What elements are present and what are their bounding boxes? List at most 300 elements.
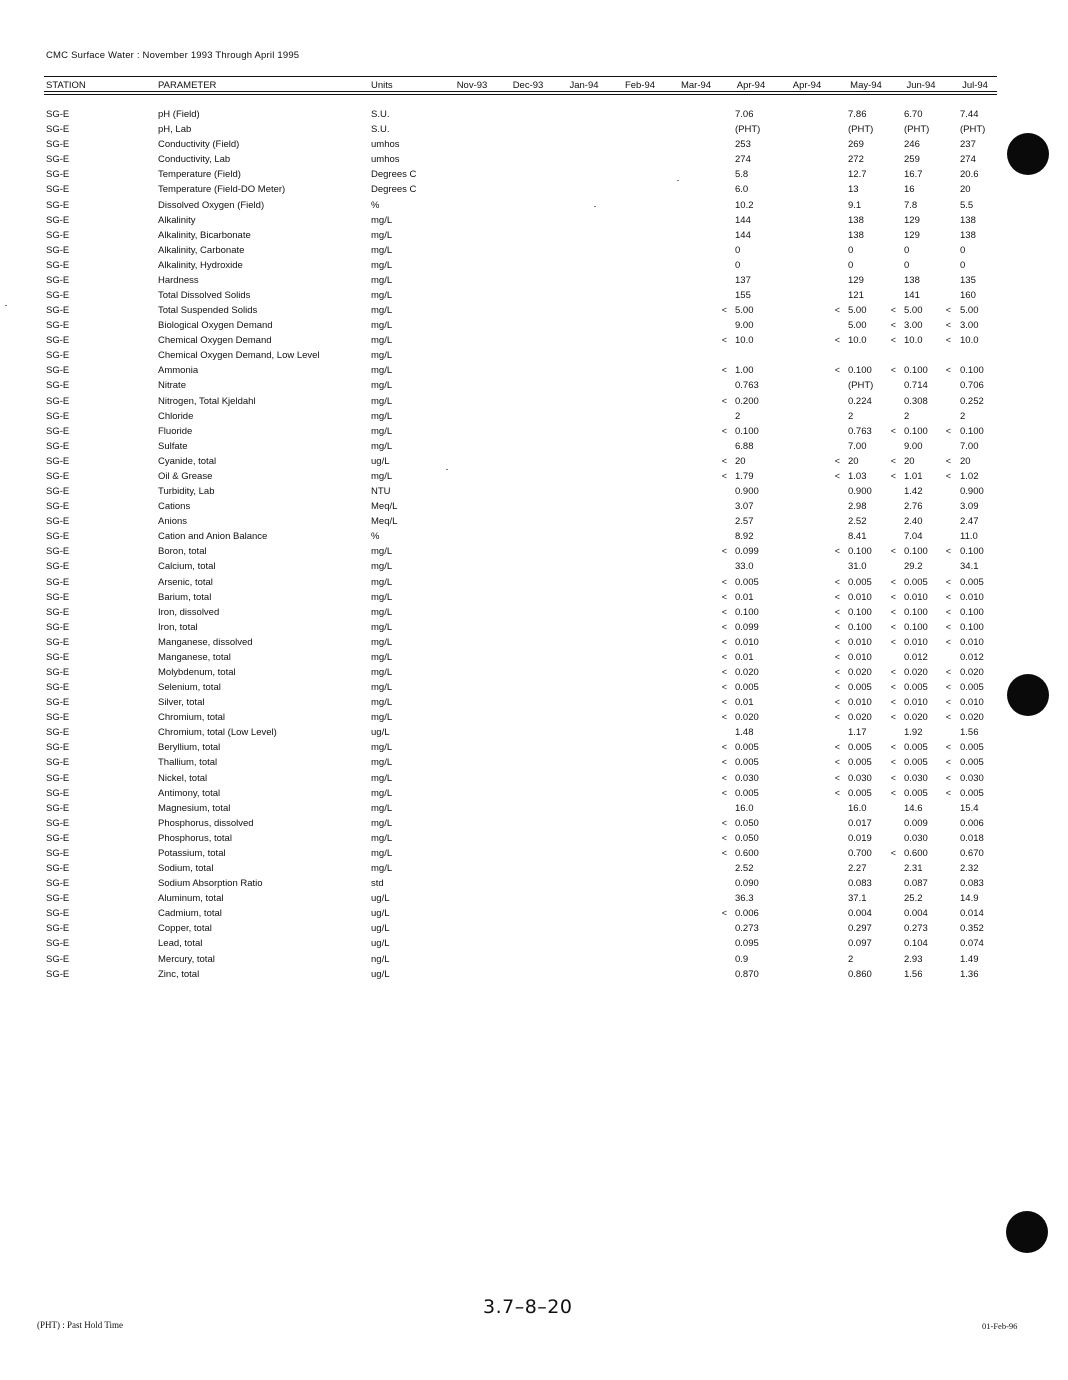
value-cell: 0.005 xyxy=(960,757,984,769)
value-cell: 0.006 xyxy=(960,817,984,829)
value-cell: (PHT) xyxy=(848,380,874,392)
binder-hole-top xyxy=(1007,133,1049,175)
value-cell: 9.00 xyxy=(735,320,754,332)
units-cell: mg/L xyxy=(371,410,393,422)
value-cell: 0.030 xyxy=(904,772,928,784)
table-row xyxy=(0,652,1068,667)
table-row xyxy=(0,592,1068,607)
value-cell: 0.100 xyxy=(960,365,984,377)
value-cell: (PHT) xyxy=(904,124,930,136)
value-cell: 1.02 xyxy=(960,470,979,482)
units-cell: mg/L xyxy=(371,365,393,377)
station-cell: SG-E xyxy=(46,335,70,347)
units-cell: mg/L xyxy=(371,802,393,814)
units-cell: ug/L xyxy=(371,968,390,980)
column-header: Jan-94 xyxy=(569,80,599,91)
value-cell: 20 xyxy=(904,455,915,467)
table-row xyxy=(0,124,1068,139)
parameter-cell: Barium, total xyxy=(158,591,212,603)
parameter-cell: Cations xyxy=(158,501,191,513)
units-cell: mg/L xyxy=(371,244,393,256)
less-than-qualifier: < xyxy=(834,682,840,692)
parameter-cell: Alkalinity, Bicarbonate xyxy=(158,229,251,241)
less-than-qualifier: < xyxy=(721,787,727,798)
table-row xyxy=(0,350,1068,365)
table-row xyxy=(0,637,1068,652)
value-cell: 0.100 xyxy=(904,606,928,618)
value-cell: 0.020 xyxy=(960,712,984,724)
station-cell: SG-E xyxy=(46,682,70,693)
value-cell: 129 xyxy=(904,229,920,241)
value-cell: 1.36 xyxy=(960,968,979,980)
units-cell: mg/L xyxy=(371,380,393,392)
value-cell: 0.600 xyxy=(904,847,928,859)
table-row xyxy=(0,561,1068,576)
units-cell: mg/L xyxy=(371,290,393,301)
less-than-qualifier: < xyxy=(945,470,951,481)
value-cell: 1.01 xyxy=(904,470,923,482)
parameter-cell: Iron, total xyxy=(158,621,198,633)
less-than-qualifier: < xyxy=(945,455,951,466)
column-header: Jun-94 xyxy=(906,80,936,91)
value-cell: 16 xyxy=(904,184,915,196)
value-cell: 20 xyxy=(960,184,971,196)
station-cell: SG-E xyxy=(46,455,70,467)
less-than-qualifier: < xyxy=(721,335,727,346)
less-than-qualifier: < xyxy=(721,636,727,647)
value-cell: 2 xyxy=(904,410,910,422)
value-cell: 9.00 xyxy=(904,440,923,452)
less-than-qualifier: < xyxy=(834,742,840,753)
value-cell: 16.0 xyxy=(735,802,754,814)
value-cell: 2.52 xyxy=(848,516,867,528)
value-cell: 2.27 xyxy=(848,863,867,874)
value-cell: 0.352 xyxy=(960,923,984,935)
value-cell: 0.050 xyxy=(735,817,759,829)
parameter-cell: Chemical Oxygen Demand xyxy=(158,335,272,347)
less-than-qualifier: < xyxy=(721,576,727,587)
units-cell: mg/L xyxy=(371,682,393,693)
less-than-qualifier: < xyxy=(834,636,840,647)
value-cell: 9.1 xyxy=(848,199,862,211)
value-cell: 0.100 xyxy=(904,621,928,633)
units-cell: mg/L xyxy=(371,667,393,678)
value-cell: 129 xyxy=(904,214,920,226)
less-than-qualifier: < xyxy=(721,667,727,677)
units-cell: mg/L xyxy=(371,651,393,663)
table-row xyxy=(0,290,1068,305)
units-cell: S.U. xyxy=(371,124,390,136)
station-cell: SG-E xyxy=(46,290,70,301)
less-than-qualifier: < xyxy=(890,667,896,677)
table-row xyxy=(0,456,1068,471)
units-cell: mg/L xyxy=(371,712,393,724)
value-cell: 0.010 xyxy=(848,591,872,603)
station-cell: SG-E xyxy=(46,259,70,271)
column-header: PARAMETER xyxy=(158,80,217,91)
value-cell: 0.005 xyxy=(960,576,984,588)
table-row xyxy=(0,622,1068,637)
table-row xyxy=(0,184,1068,199)
parameter-cell: Oil & Grease xyxy=(158,470,213,482)
value-cell: 5.00 xyxy=(904,305,923,316)
units-cell: mg/L xyxy=(371,817,393,829)
less-than-qualifier: < xyxy=(945,335,951,346)
units-cell: mg/L xyxy=(371,229,393,241)
value-cell: 7.86 xyxy=(848,109,867,120)
value-cell: 0.010 xyxy=(848,697,872,709)
value-cell: 3.00 xyxy=(960,320,979,332)
less-than-qualifier: < xyxy=(834,455,840,466)
value-cell: 0.273 xyxy=(904,923,928,935)
station-cell: SG-E xyxy=(46,380,70,392)
value-cell: 0.010 xyxy=(848,651,872,663)
scan-speck xyxy=(5,305,7,306)
value-cell: 1.92 xyxy=(904,727,923,739)
document-title: CMC Surface Water : November 1993 Through April 1995 xyxy=(46,50,300,61)
value-cell: 137 xyxy=(735,274,751,286)
value-cell: 0.900 xyxy=(735,486,759,497)
parameter-cell: Copper, total xyxy=(158,923,212,935)
units-cell: std xyxy=(371,878,384,890)
less-than-qualifier: < xyxy=(721,546,727,557)
less-than-qualifier: < xyxy=(834,651,840,662)
table-row xyxy=(0,712,1068,727)
units-cell: mg/L xyxy=(371,697,393,709)
value-cell: (PHT) xyxy=(848,124,874,136)
units-cell: S.U. xyxy=(371,109,390,120)
less-than-qualifier: < xyxy=(945,697,951,708)
less-than-qualifier: < xyxy=(945,606,951,617)
less-than-qualifier: < xyxy=(890,365,896,376)
value-cell: 121 xyxy=(848,290,864,301)
table-row xyxy=(0,969,1068,984)
column-header: STATION xyxy=(46,80,86,91)
value-cell: 0.670 xyxy=(960,847,984,859)
value-cell: 0.097 xyxy=(848,938,872,950)
less-than-qualifier: < xyxy=(890,320,896,331)
units-cell: % xyxy=(371,531,380,543)
station-cell: SG-E xyxy=(46,214,70,226)
value-cell: 0.010 xyxy=(960,591,984,603)
value-cell: 0.005 xyxy=(848,757,872,769)
scan-speck xyxy=(677,180,679,181)
less-than-qualifier: < xyxy=(834,757,840,768)
units-cell: mg/L xyxy=(371,832,393,844)
parameter-cell: Chemical Oxygen Demand, Low Level xyxy=(158,350,320,362)
units-cell: mg/L xyxy=(371,425,393,437)
value-cell: 138 xyxy=(960,214,976,226)
less-than-qualifier: < xyxy=(834,335,840,346)
station-cell: SG-E xyxy=(46,184,70,196)
less-than-qualifier: < xyxy=(721,712,727,723)
parameter-cell: pH, Lab xyxy=(158,124,192,136)
less-than-qualifier: < xyxy=(721,817,727,828)
value-cell: 0 xyxy=(735,259,741,271)
units-cell: ng/L xyxy=(371,953,390,965)
value-cell: 0.012 xyxy=(904,651,928,663)
less-than-qualifier: < xyxy=(890,591,896,602)
value-cell: 2.47 xyxy=(960,516,979,528)
value-cell: 2.57 xyxy=(735,516,754,528)
value-cell: 0.01 xyxy=(735,591,754,603)
table-row xyxy=(0,139,1068,154)
less-than-qualifier: < xyxy=(721,847,727,858)
value-cell: 0 xyxy=(735,244,741,256)
less-than-qualifier: < xyxy=(834,787,840,798)
table-row xyxy=(0,501,1068,516)
table-row xyxy=(0,546,1068,561)
units-cell: mg/L xyxy=(371,621,393,633)
less-than-qualifier: < xyxy=(834,576,840,587)
less-than-qualifier: < xyxy=(945,621,951,632)
table-row xyxy=(0,109,1068,124)
station-cell: SG-E xyxy=(46,350,70,362)
column-header: Feb-94 xyxy=(624,80,656,91)
station-cell: SG-E xyxy=(46,847,70,859)
value-cell: 0.100 xyxy=(848,621,872,633)
value-cell: 138 xyxy=(960,229,976,241)
station-cell: SG-E xyxy=(46,863,70,874)
parameter-cell: Phosphorus, dissolved xyxy=(158,817,254,829)
table-row xyxy=(0,954,1068,969)
less-than-qualifier: < xyxy=(721,757,727,768)
station-cell: SG-E xyxy=(46,787,70,799)
parameter-cell: Temperature (Field-DO Meter) xyxy=(158,184,286,196)
value-cell: 14.6 xyxy=(904,802,923,814)
table-row xyxy=(0,245,1068,260)
station-cell: SG-E xyxy=(46,546,70,558)
station-cell: SG-E xyxy=(46,486,70,497)
page-number: 3.7–8–20 xyxy=(483,1296,573,1318)
parameter-cell: Cadmium, total xyxy=(158,908,222,920)
value-cell: 0.020 xyxy=(735,667,759,678)
value-cell: 0.005 xyxy=(904,682,928,693)
value-cell: 5.8 xyxy=(735,169,749,181)
value-cell: 0.020 xyxy=(848,667,872,678)
header-rule-bottom-1 xyxy=(44,91,997,92)
station-cell: SG-E xyxy=(46,410,70,422)
station-cell: SG-E xyxy=(46,531,70,543)
table-row xyxy=(0,486,1068,501)
parameter-cell: Temperature (Field) xyxy=(158,169,241,181)
station-cell: SG-E xyxy=(46,274,70,286)
parameter-cell: Magnesium, total xyxy=(158,802,231,814)
station-cell: SG-E xyxy=(46,893,70,905)
value-cell: 0.104 xyxy=(904,938,928,950)
value-cell: 20 xyxy=(960,455,971,467)
units-cell: mg/L xyxy=(371,606,393,618)
less-than-qualifier: < xyxy=(721,651,727,662)
parameter-cell: Chromium, total xyxy=(158,712,226,724)
less-than-qualifier: < xyxy=(890,757,896,768)
value-cell: 0.005 xyxy=(735,787,759,799)
value-cell: 0.099 xyxy=(735,546,759,558)
less-than-qualifier: < xyxy=(945,787,951,798)
table-row xyxy=(0,833,1068,848)
station-cell: SG-E xyxy=(46,440,70,452)
value-cell: 3.09 xyxy=(960,501,979,513)
station-cell: SG-E xyxy=(46,561,70,573)
less-than-qualifier: < xyxy=(945,305,951,315)
value-cell: 0.004 xyxy=(848,908,872,920)
table-row xyxy=(0,275,1068,290)
less-than-qualifier: < xyxy=(945,365,951,376)
less-than-qualifier: < xyxy=(834,697,840,708)
less-than-qualifier: < xyxy=(945,320,951,331)
value-cell: 0.030 xyxy=(904,832,928,844)
value-cell: 7.00 xyxy=(848,440,867,452)
header-rule-top xyxy=(44,76,997,77)
station-cell: SG-E xyxy=(46,712,70,724)
value-cell: 253 xyxy=(735,139,751,151)
value-cell: 0.252 xyxy=(960,395,984,407)
value-cell: 0.083 xyxy=(848,878,872,890)
units-cell: mg/L xyxy=(371,757,393,769)
less-than-qualifier: < xyxy=(721,365,727,376)
less-than-qualifier: < xyxy=(890,742,896,753)
station-cell: SG-E xyxy=(46,697,70,709)
value-cell: 0.100 xyxy=(960,546,984,558)
value-cell: 0.005 xyxy=(960,787,984,799)
less-than-qualifier: < xyxy=(890,787,896,798)
less-than-qualifier: < xyxy=(834,365,840,376)
parameter-cell: Potassium, total xyxy=(158,847,226,859)
value-cell: 2 xyxy=(848,410,854,422)
value-cell: 33.0 xyxy=(735,561,754,573)
value-cell: 1.79 xyxy=(735,470,754,482)
table-row xyxy=(0,396,1068,411)
station-cell: SG-E xyxy=(46,636,70,648)
value-cell: 13 xyxy=(848,184,859,196)
units-cell: mg/L xyxy=(371,440,393,452)
value-cell: 10.0 xyxy=(735,335,754,347)
station-cell: SG-E xyxy=(46,606,70,618)
value-cell: 0.014 xyxy=(960,908,984,920)
value-cell: 0.010 xyxy=(848,636,872,648)
header-rule-bottom-2 xyxy=(44,94,997,95)
value-cell: 0.273 xyxy=(735,923,759,935)
less-than-qualifier: < xyxy=(890,606,896,617)
value-cell: 0.005 xyxy=(735,757,759,769)
value-cell: 0.100 xyxy=(904,546,928,558)
table-row xyxy=(0,441,1068,456)
value-cell: 0.030 xyxy=(735,772,759,784)
units-cell: mg/L xyxy=(371,591,393,603)
units-cell: % xyxy=(371,199,380,211)
value-cell: 0.009 xyxy=(904,817,928,829)
units-cell: mg/L xyxy=(371,305,393,316)
value-cell: 0 xyxy=(960,259,966,271)
value-cell: 5.00 xyxy=(735,305,754,316)
units-cell: umhos xyxy=(371,139,400,151)
value-cell: 0.010 xyxy=(960,697,984,709)
units-cell: umhos xyxy=(371,154,400,166)
parameter-cell: Lead, total xyxy=(158,938,203,950)
table-row xyxy=(0,682,1068,697)
units-cell: mg/L xyxy=(371,214,393,226)
value-cell: 0.010 xyxy=(904,591,928,603)
parameter-cell: Thallium, total xyxy=(158,757,218,769)
value-cell: 1.03 xyxy=(848,470,867,482)
station-cell: SG-E xyxy=(46,154,70,166)
value-cell: 10.2 xyxy=(735,199,754,211)
units-cell: NTU xyxy=(371,486,391,497)
station-cell: SG-E xyxy=(46,229,70,241)
units-cell: mg/L xyxy=(371,350,393,362)
value-cell: 10.0 xyxy=(960,335,979,347)
station-cell: SG-E xyxy=(46,124,70,136)
value-cell: 3.00 xyxy=(904,320,923,332)
value-cell: 29.2 xyxy=(904,561,923,573)
units-cell: mg/L xyxy=(371,576,393,588)
value-cell: 6.88 xyxy=(735,440,754,452)
value-cell: 36.3 xyxy=(735,893,754,905)
parameter-cell: Total Suspended Solids xyxy=(158,305,258,316)
value-cell: 0.020 xyxy=(960,667,984,678)
value-cell: 0.099 xyxy=(735,621,759,633)
less-than-qualifier: < xyxy=(945,712,951,723)
value-cell: 2.98 xyxy=(848,501,867,513)
value-cell: 0.018 xyxy=(960,832,984,844)
station-cell: SG-E xyxy=(46,772,70,784)
value-cell: 34.1 xyxy=(960,561,979,573)
value-cell: 0.870 xyxy=(735,968,759,980)
table-row xyxy=(0,516,1068,531)
value-cell: 5.00 xyxy=(960,305,979,316)
station-cell: SG-E xyxy=(46,938,70,950)
units-cell: mg/L xyxy=(371,320,393,332)
value-cell: 10.0 xyxy=(904,335,923,347)
value-cell: 0.763 xyxy=(848,425,872,437)
value-cell: 0.600 xyxy=(735,847,759,859)
less-than-qualifier: < xyxy=(890,546,896,557)
value-cell: 1.56 xyxy=(960,727,979,739)
value-cell: 0.005 xyxy=(848,787,872,799)
station-cell: SG-E xyxy=(46,109,70,120)
table-row xyxy=(0,667,1068,682)
print-date: 01-Feb-96 xyxy=(982,1321,1018,1331)
value-cell: 144 xyxy=(735,214,751,226)
value-cell: 0.100 xyxy=(960,621,984,633)
value-cell: 0.308 xyxy=(904,395,928,407)
column-header: Nov-93 xyxy=(456,80,488,91)
value-cell: 0.005 xyxy=(904,757,928,769)
table-row xyxy=(0,938,1068,953)
parameter-cell: Boron, total xyxy=(158,546,207,558)
value-cell: 160 xyxy=(960,290,976,301)
value-cell: 0.100 xyxy=(735,606,759,618)
value-cell: 2.52 xyxy=(735,863,754,874)
units-cell: ug/L xyxy=(371,893,390,905)
units-cell: mg/L xyxy=(371,561,393,573)
units-cell: Meq/L xyxy=(371,501,398,513)
value-cell: 7.06 xyxy=(735,109,754,120)
units-cell: mg/L xyxy=(371,470,393,482)
less-than-qualifier: < xyxy=(890,470,896,481)
value-cell: 0.005 xyxy=(904,742,928,754)
station-cell: SG-E xyxy=(46,365,70,377)
station-cell: SG-E xyxy=(46,244,70,256)
table-row xyxy=(0,742,1068,757)
table-row xyxy=(0,908,1068,923)
value-cell: 0.005 xyxy=(848,742,872,754)
less-than-qualifier: < xyxy=(945,425,951,436)
less-than-qualifier: < xyxy=(721,621,727,632)
value-cell: 7.8 xyxy=(904,199,918,211)
less-than-qualifier: < xyxy=(721,305,727,315)
station-cell: SG-E xyxy=(46,878,70,890)
